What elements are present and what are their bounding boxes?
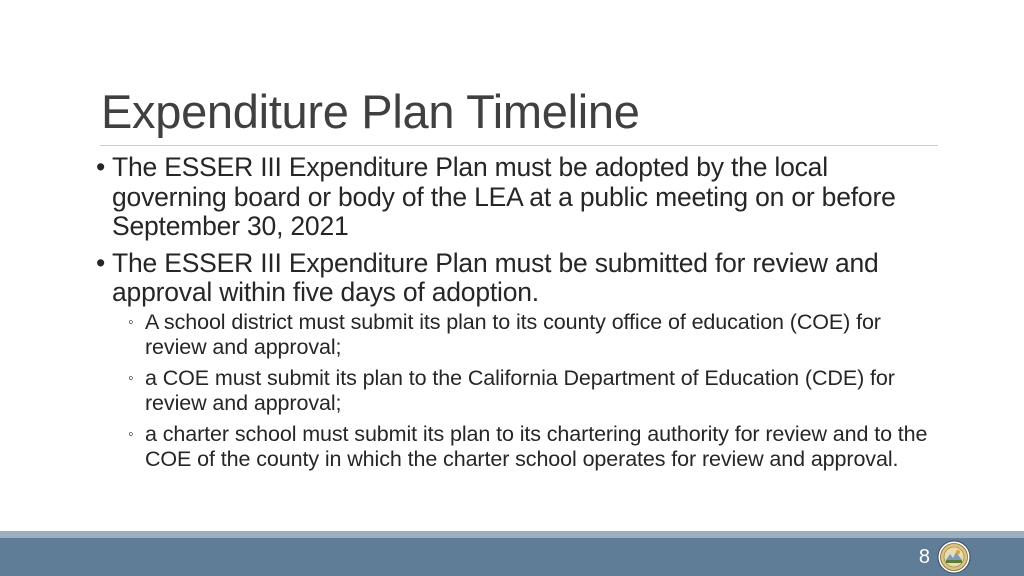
bullet-marker: •: [96, 247, 106, 278]
sub-bullet-marker: ◦: [128, 313, 134, 331]
sub-bullet-text: a COE must submit its plan to the California Department of Education (CDE) for review and approval;: [145, 365, 895, 415]
bullet-text: The ESSER III Expenditure Plan must be submitted for review and approval within five days of adoption.: [112, 247, 879, 307]
bullet-text: The ESSER III Expenditure Plan must be adopted by the local governing board or body of the LEA at a public meeting on or before September 30, 2021: [112, 152, 896, 241]
sub-bullet-item: [112, 310, 946, 360]
title-divider: [100, 145, 938, 146]
sub-bullet-item: [112, 366, 946, 416]
bullet-marker: •: [96, 152, 106, 182]
footer-bar: [0, 538, 1024, 576]
slide-title: Expenditure Plan Timeline: [101, 85, 640, 138]
footer-accent-line: [0, 531, 1024, 538]
bullet-item: [96, 153, 946, 242]
sub-bullet-marker: ◦: [128, 369, 134, 387]
bullet-item: [96, 249, 946, 472]
sub-bullet-item: [112, 422, 946, 472]
seal-icon: [936, 540, 972, 574]
page-number: 8: [918, 546, 930, 568]
sub-bullet-marker: ◦: [128, 425, 134, 443]
sub-bullet-list: [112, 310, 946, 472]
slide-content: [96, 153, 946, 479]
sub-bullet-text: A school district must submit its plan to its county office of education (COE) for review and approval;: [145, 309, 881, 359]
sub-bullet-text: a charter school must submit its plan to its chartering authority for review and to the COE of the county in which the charter school operates for review and approval.: [145, 421, 928, 471]
